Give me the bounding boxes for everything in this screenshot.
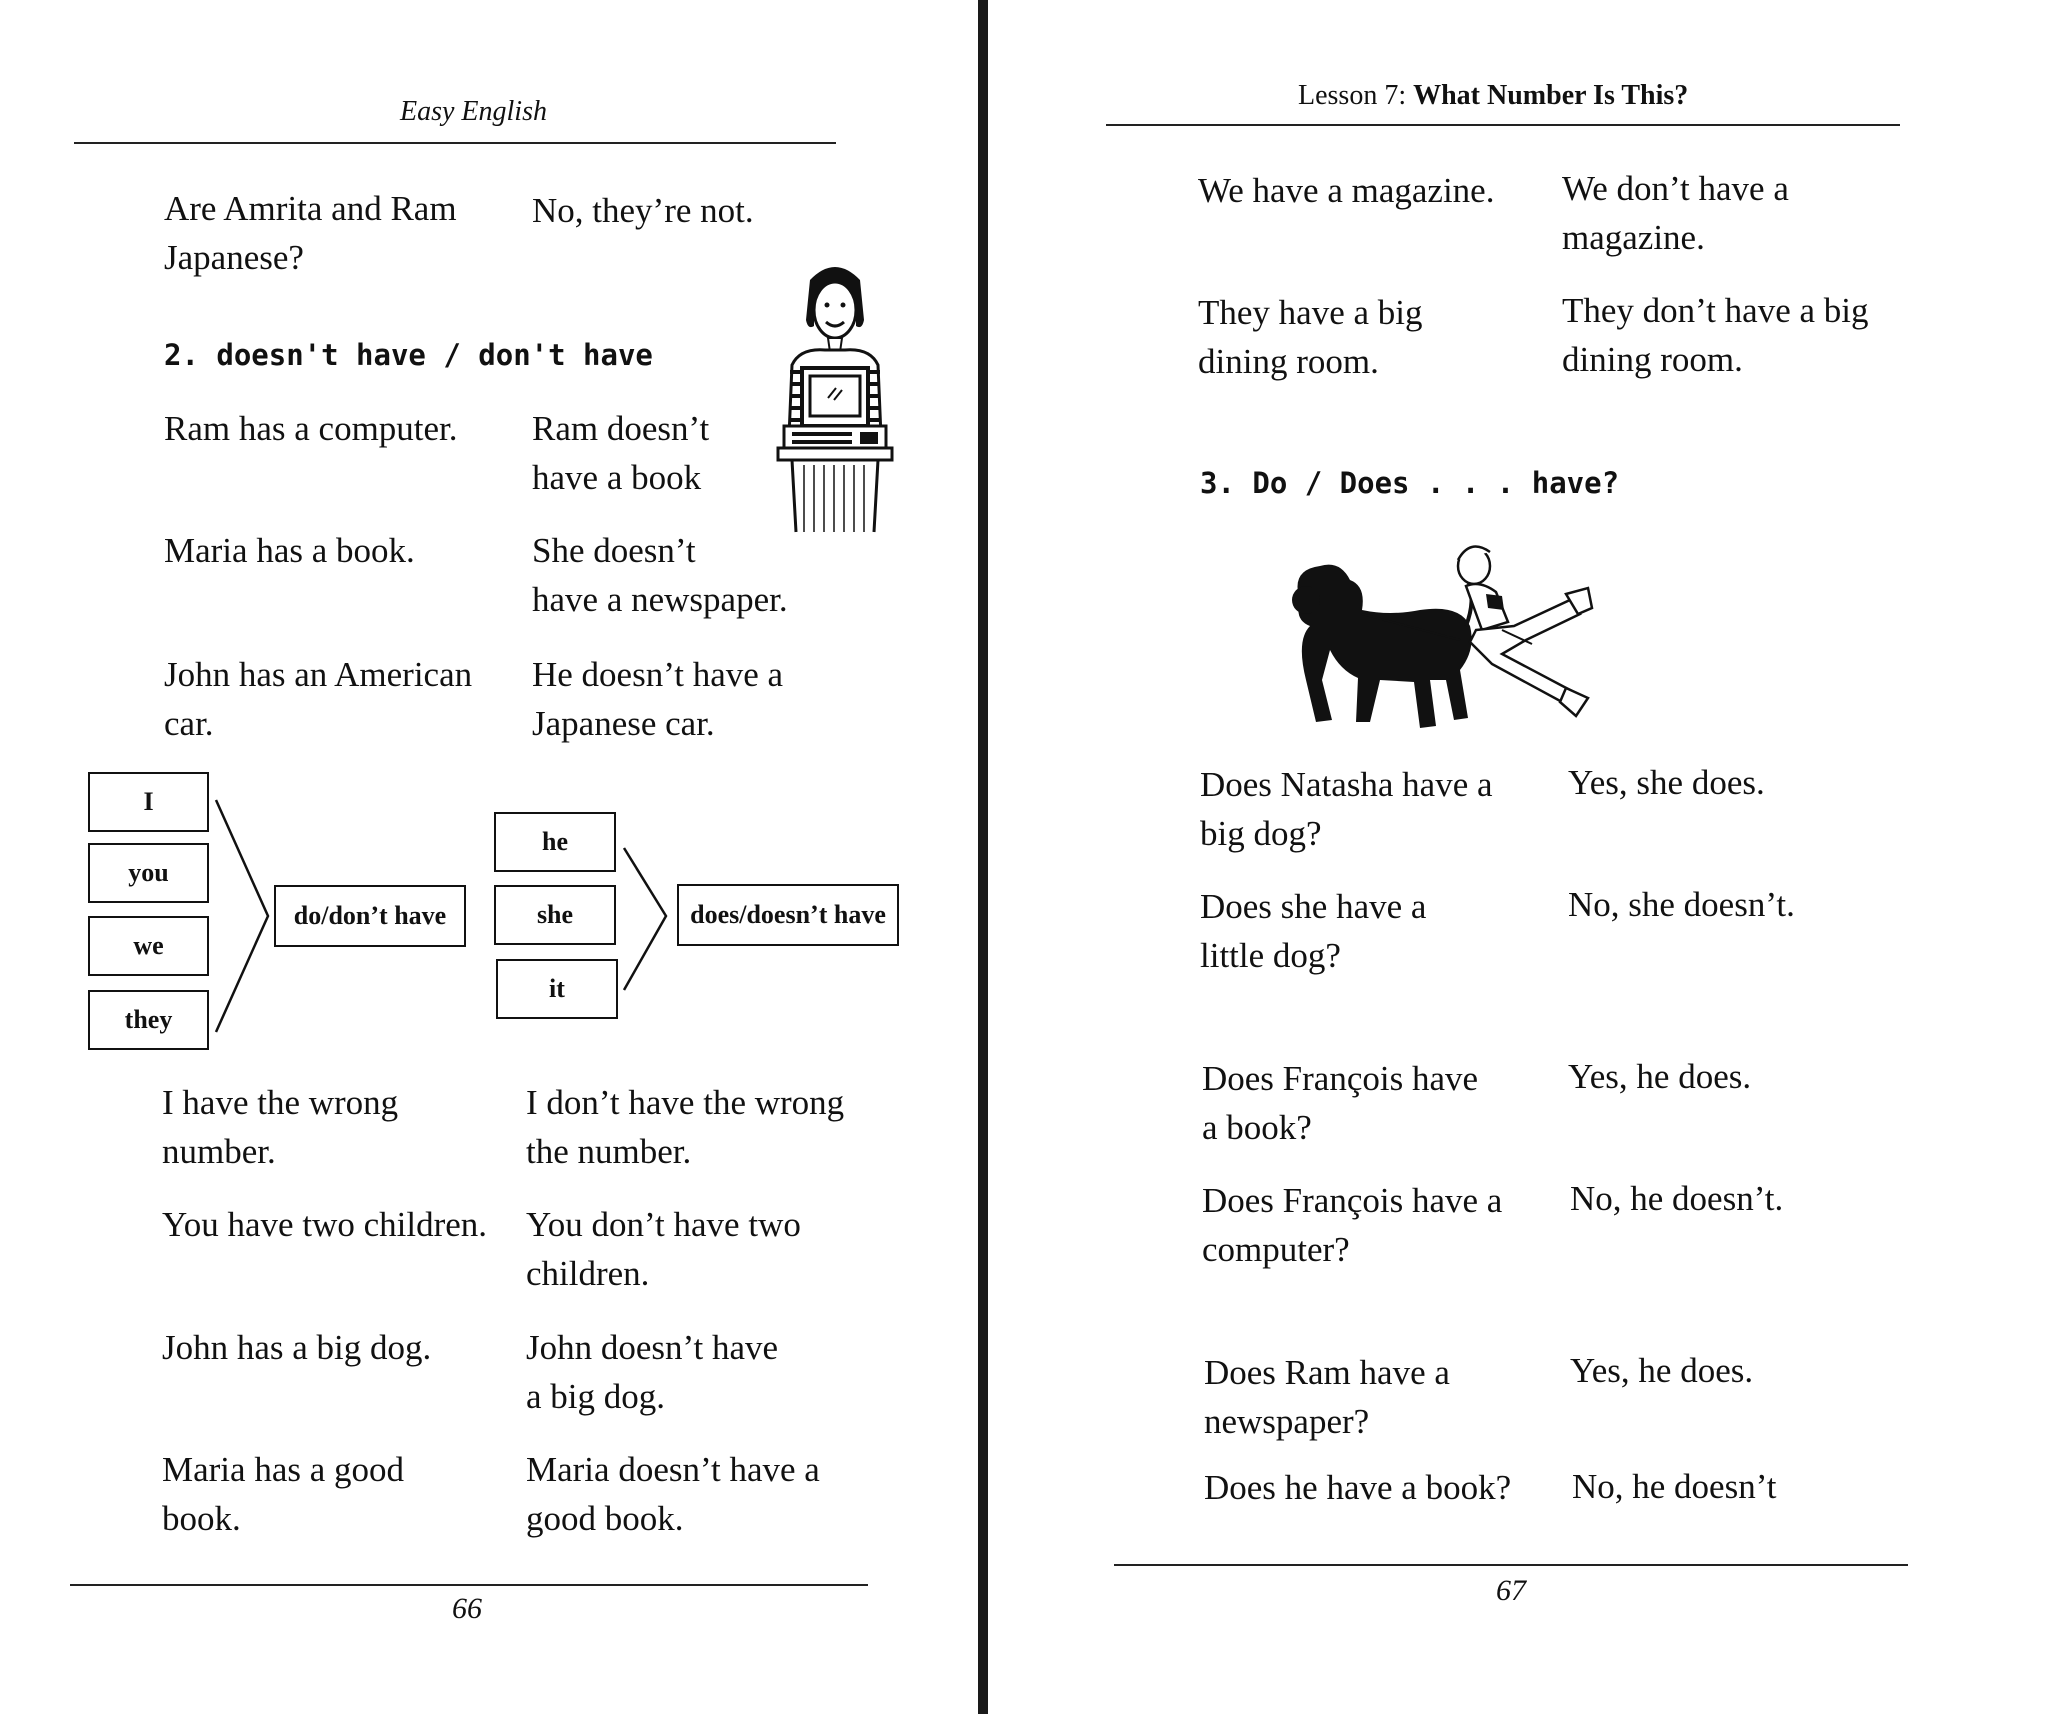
bracket-arrow [210,790,270,1040]
sentence: Maria has a good book. [162,1450,405,1538]
sentence: John has a big dog. [162,1328,432,1367]
section-title: 3. Do / Does . . . have? [1200,466,1620,500]
right-page [988,0,2048,1714]
question: Does François have a book? [1202,1059,1479,1147]
answer: Yes, he does. [1568,1057,1752,1096]
pronoun-box: he [494,812,616,872]
pronoun-box: it [496,959,618,1019]
footer-rule [70,1584,868,1586]
sentence-negative: They don’t have a big dining room. [1562,291,1869,379]
footer-rule [1114,1564,1908,1566]
dog-pulling-boy-illustration [1270,530,1650,750]
question: Does he have a book? [1204,1468,1512,1507]
sentence-negative: You don’t have two children. [526,1205,801,1293]
answer: No, she doesn’t. [1568,885,1795,924]
sentence-negative: We don’t have a magazine. [1562,169,1789,257]
bracket-arrow [620,840,670,1040]
sentence: We have a magazine. [1198,171,1495,210]
pronoun-box: you [88,843,209,903]
question: Does François have a computer? [1202,1181,1503,1269]
verb-form-box: do/don’t have [274,885,466,947]
lesson-label: Lesson 7: [1298,80,1414,111]
sentence: They have a big dining room. [1198,293,1423,381]
left-page [0,0,980,1714]
sentence-negative: John doesn’t have a big dog. [526,1328,779,1416]
sentence: Are Amrita and Ram Japanese? [164,189,457,277]
question: Does she have a little dog? [1200,887,1427,975]
page-number: 66 [452,1592,482,1625]
sentence-negative: No, they’re not. [532,191,754,230]
answer: Yes, he does. [1570,1351,1754,1390]
header-rule [1106,124,1900,126]
header-rule [74,142,836,144]
man-holding-computer-illustration [770,260,900,540]
sentence: Ram has a computer. [164,409,458,448]
pronoun-box: she [494,885,616,945]
question: Does Natasha have a big dog? [1200,765,1493,853]
sentence-negative: I don’t have the wrong the number. [526,1083,845,1171]
sentence-negative: Ram doesn’t have a book [532,409,710,497]
sentence-negative: She doesn’t have a newspaper. [532,531,788,619]
question: Does Ram have a newspaper? [1204,1353,1450,1441]
sentence-negative: He doesn’t have a Japanese car. [532,655,784,743]
pronoun-box: I [88,772,209,832]
pronoun-box: we [88,916,209,976]
section-title: 2. doesn't have / don't have [164,338,653,372]
sentence: You have two children. [162,1205,488,1244]
running-header: Easy English [400,96,547,127]
lesson-title: What Number Is This? [1413,80,1689,111]
verb-form-box: does/doesn’t have [677,884,899,946]
pronoun-box: they [88,990,209,1050]
sentence: John has an American car. [164,655,473,743]
answer: No, he doesn’t [1572,1467,1777,1506]
running-header [1298,80,1688,112]
answer: Yes, she does. [1568,763,1765,802]
sentence-negative: Maria doesn’t have a good book. [526,1450,820,1538]
answer: No, he doesn’t. [1570,1179,1784,1218]
page-number: 67 [1496,1574,1526,1607]
sentence: I have the wrong number. [162,1083,399,1171]
sentence: Maria has a book. [164,531,415,570]
